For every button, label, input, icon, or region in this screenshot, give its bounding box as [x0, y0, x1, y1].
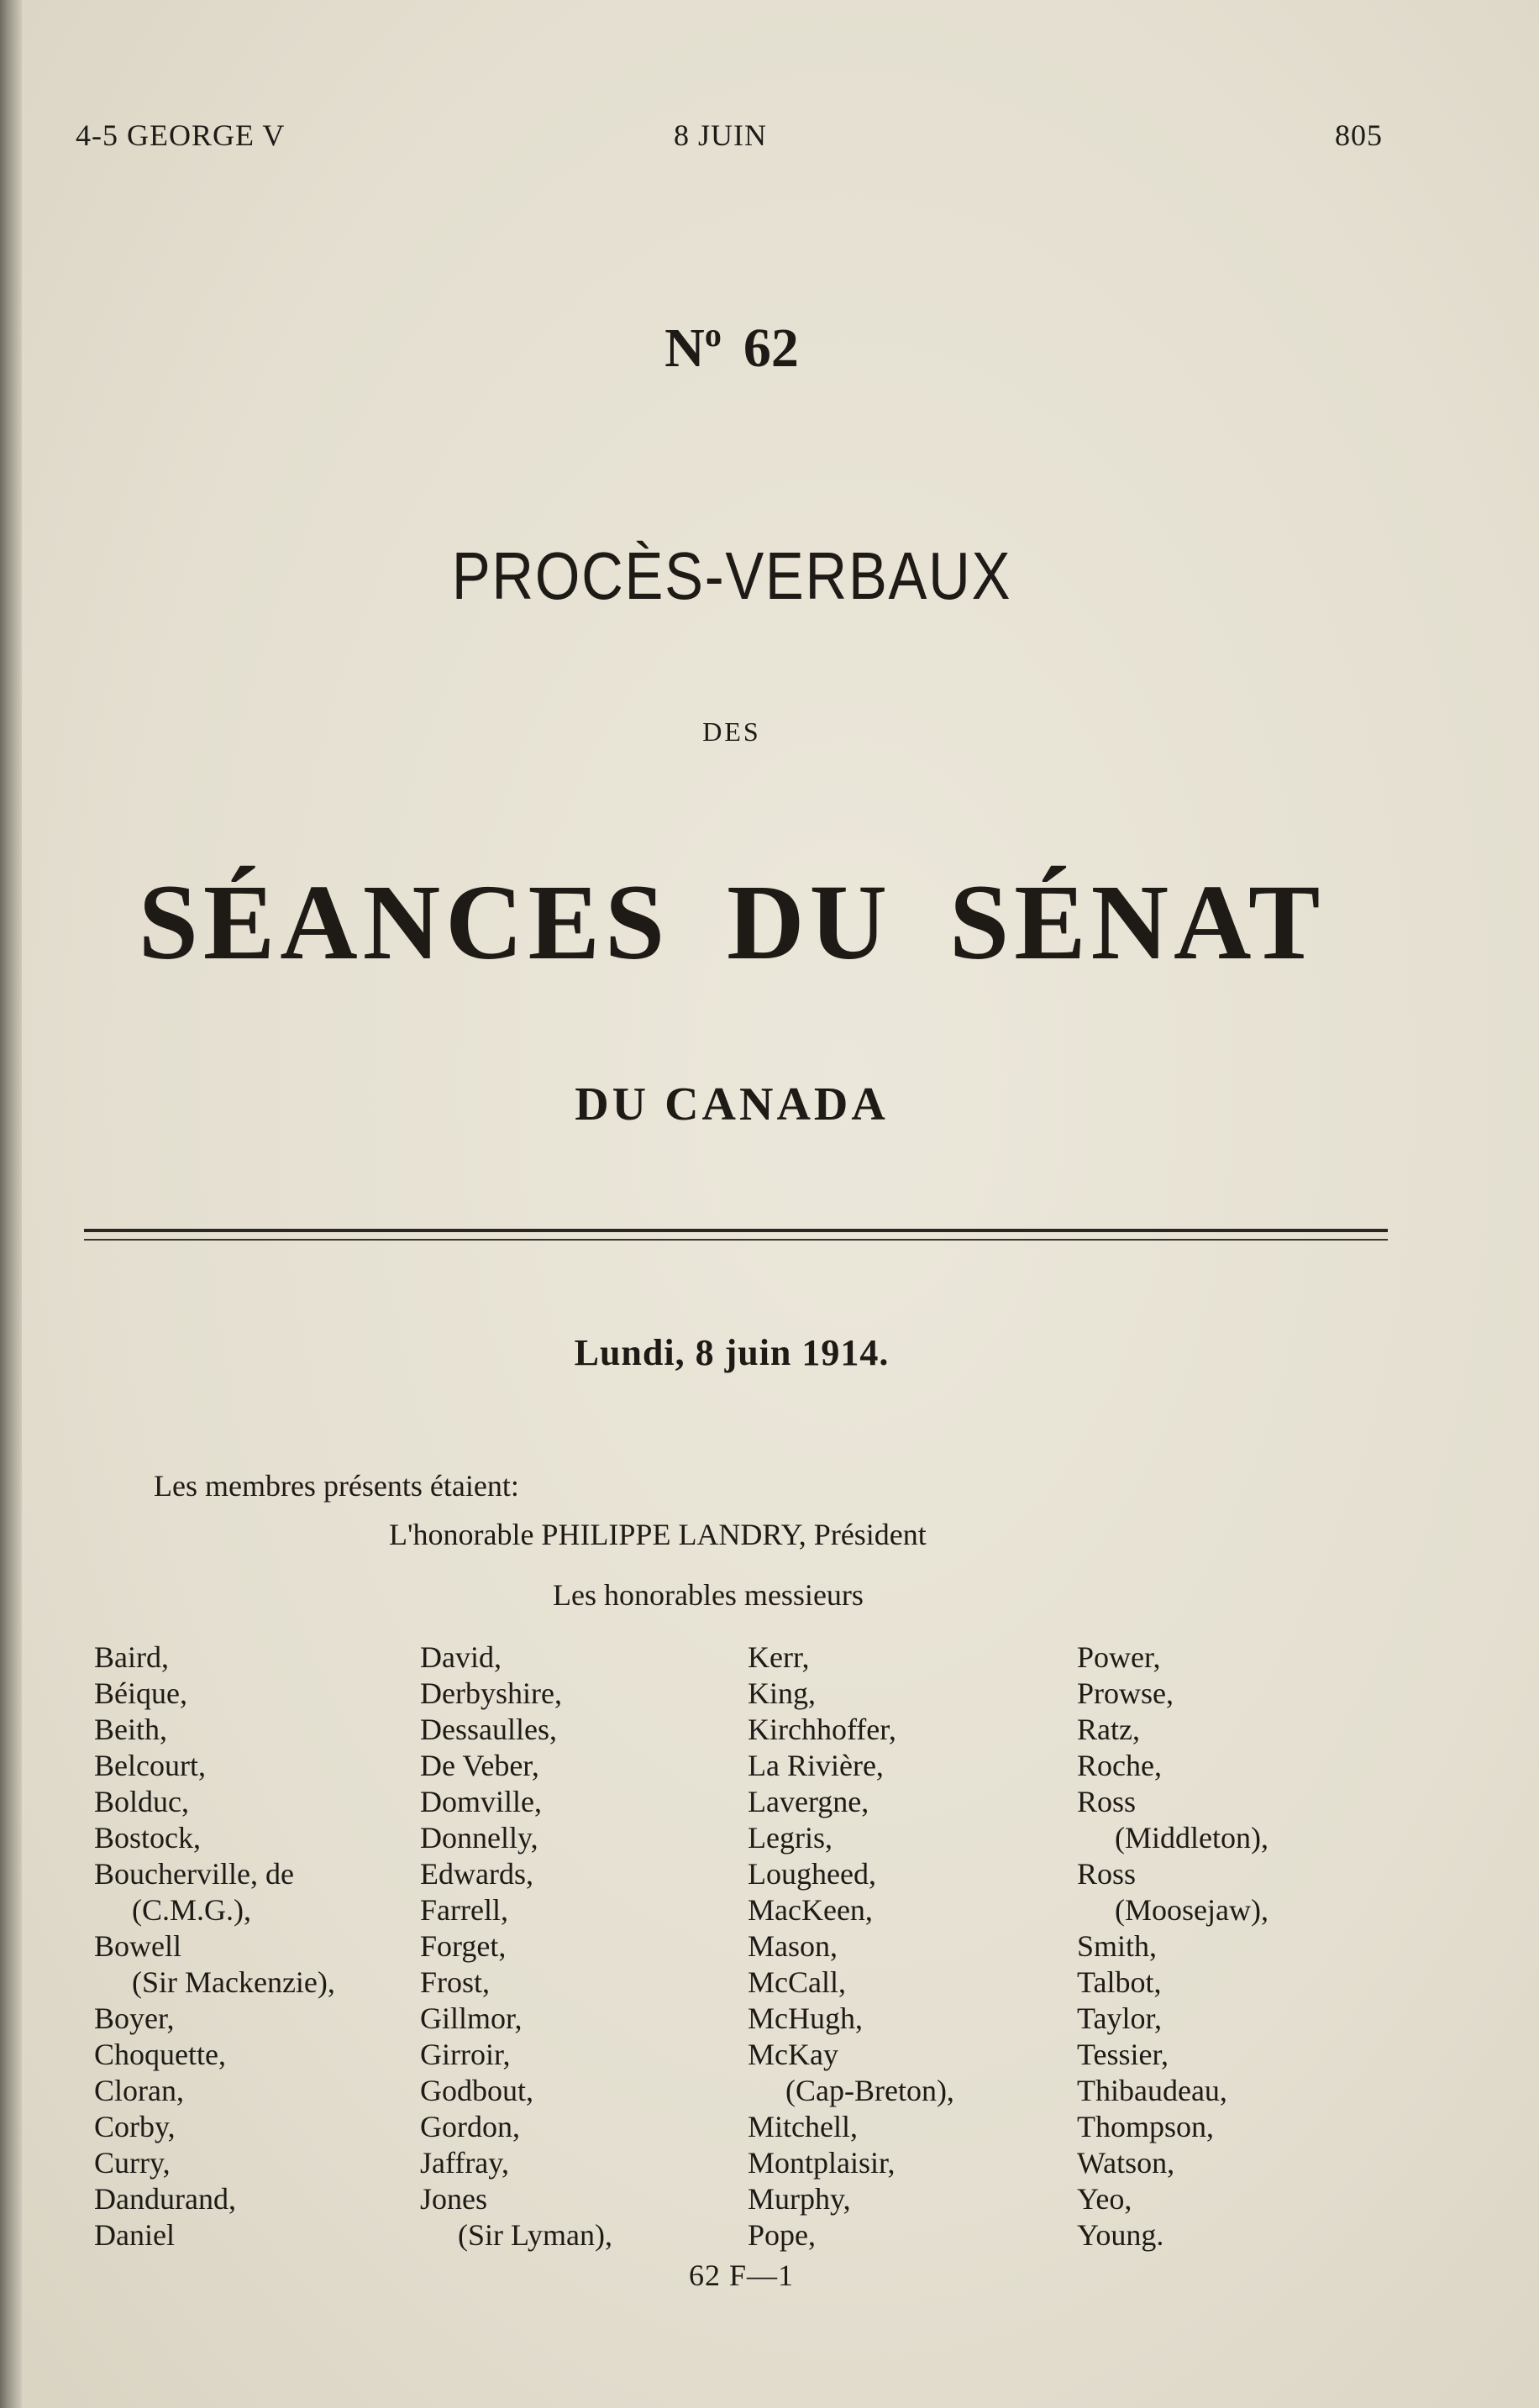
member-name: Baird, — [94, 1640, 169, 1674]
member-name: Ross — [1077, 1785, 1137, 1818]
member-name: Lougheed, — [748, 1857, 876, 1891]
member-name: Ross — [1077, 1857, 1137, 1891]
member-name: Kerr, — [748, 1640, 810, 1674]
member-name: David, — [420, 1640, 502, 1674]
member-name-continuation: (Moosejaw), — [1115, 1893, 1268, 1927]
member-name: Derbyshire, — [420, 1676, 562, 1710]
regnal-year: 4-5 GEORGE V — [76, 118, 286, 152]
member-name: Yeo, — [1077, 2182, 1132, 2216]
member-name: Jones — [420, 2182, 487, 2216]
member-name: Dandurand, — [94, 2182, 236, 2216]
member-name: Lavergne, — [748, 1785, 869, 1818]
issue-number — [76, 315, 1388, 380]
member-name: Bolduc, — [94, 1785, 189, 1818]
member-name: Boucherville, de — [94, 1857, 294, 1891]
member-name: Roche, — [1077, 1749, 1162, 1782]
honorables-heading: Les honorables messieurs — [553, 1578, 864, 1612]
member-name: Murphy, — [748, 2182, 851, 2216]
member-name: Forget, — [420, 1929, 507, 1963]
member-name: La Rivière, — [748, 1749, 884, 1782]
member-name: McHugh, — [748, 2001, 863, 2035]
members-column-3 — [748, 1639, 954, 2253]
member-name: Bostock, — [94, 1821, 202, 1855]
member-name-continuation: (C.M.G.), — [132, 1893, 251, 1927]
member-name: Taylor, — [1077, 2001, 1163, 2035]
member-name: Prowse, — [1077, 1676, 1174, 1710]
member-name: Thibaudeau, — [1077, 2074, 1227, 2107]
member-name: Dessaulles, — [420, 1713, 557, 1746]
divider-thick — [84, 1229, 1388, 1232]
member-name: McKay — [748, 2038, 838, 2071]
member-name: Tessier, — [1077, 2038, 1169, 2071]
member-name: Girroir, — [420, 2038, 511, 2071]
member-name: MacKeen, — [748, 1893, 873, 1927]
member-name: Curry, — [94, 2146, 171, 2180]
member-name-continuation: (Middleton), — [1115, 1821, 1268, 1855]
member-name: Beith, — [94, 1713, 167, 1746]
attendance-intro: Les membres présents étaient: — [154, 1469, 519, 1503]
member-name: McCall, — [748, 1965, 846, 1999]
member-name: Thompson, — [1077, 2110, 1215, 2143]
title-du-canada: DU CANADA — [575, 1078, 889, 1131]
members-column-2 — [420, 1639, 612, 2253]
member-name: Donnelly, — [420, 1821, 538, 1855]
member-name: Mitchell, — [748, 2110, 858, 2143]
number-prefix: N — [664, 317, 705, 379]
member-name: Young. — [1077, 2218, 1164, 2252]
member-name: Belcourt, — [94, 1749, 206, 1782]
member-name-continuation: (Sir Mackenzie), — [132, 1965, 335, 1999]
member-name: Domville, — [420, 1785, 542, 1818]
member-name: Bowell — [94, 1929, 181, 1963]
member-name: De Veber, — [420, 1749, 539, 1782]
member-name: Jaffray, — [420, 2146, 509, 2180]
member-name: Kirchhoffer, — [748, 1713, 896, 1746]
page-number: 805 — [1335, 118, 1383, 152]
signature-mark: 62 F—1 — [689, 2258, 795, 2292]
member-name: Ratz, — [1077, 1713, 1140, 1746]
number-superscript: o — [704, 316, 722, 354]
book-spine-shadow — [0, 0, 22, 2408]
member-name: Daniel — [94, 2218, 175, 2252]
member-name: Cloran, — [94, 2074, 184, 2107]
member-name: Gordon, — [420, 2110, 520, 2143]
member-name: Gillmor, — [420, 2001, 523, 2035]
member-name: Watson, — [1077, 2146, 1175, 2180]
divider-thin — [84, 1239, 1388, 1241]
title-seances-du-senat: SÉANCES DU SÉNAT — [138, 863, 1326, 982]
member-name: Mason, — [748, 1929, 838, 1963]
member-name: Smith, — [1077, 1929, 1158, 1963]
members-column-4 — [1077, 1639, 1268, 2253]
member-name: Béique, — [94, 1676, 187, 1710]
members-column-1 — [94, 1639, 335, 2253]
title-des: DES — [702, 716, 761, 747]
member-name: Godbout, — [420, 2074, 533, 2107]
member-name: King, — [748, 1676, 816, 1710]
title-proces-verbaux: PROCÈS-VERBAUX — [451, 538, 1012, 613]
member-name-continuation: (Sir Lyman), — [458, 2218, 612, 2252]
member-name: Corby, — [94, 2110, 176, 2143]
member-name: Boyer, — [94, 2001, 175, 2035]
member-name: Frost, — [420, 1965, 491, 1999]
member-name: Pope, — [748, 2218, 816, 2252]
member-name: Power, — [1077, 1640, 1161, 1674]
member-name: Farrell, — [420, 1893, 508, 1927]
member-name: Talbot, — [1077, 1965, 1162, 1999]
member-name: Choquette, — [94, 2038, 226, 2071]
member-name-continuation: (Cap-Breton), — [785, 2074, 954, 2107]
president-line: L'honorable PHILIPPE LANDRY, Président — [389, 1518, 927, 1551]
member-name: Edwards, — [420, 1857, 533, 1891]
member-name: Montplaisir, — [748, 2146, 896, 2180]
member-name: Legris, — [748, 1821, 833, 1855]
session-date: Lundi, 8 juin 1914. — [574, 1332, 890, 1373]
number-value: 62 — [743, 317, 799, 379]
header-date: 8 JUIN — [674, 118, 767, 152]
